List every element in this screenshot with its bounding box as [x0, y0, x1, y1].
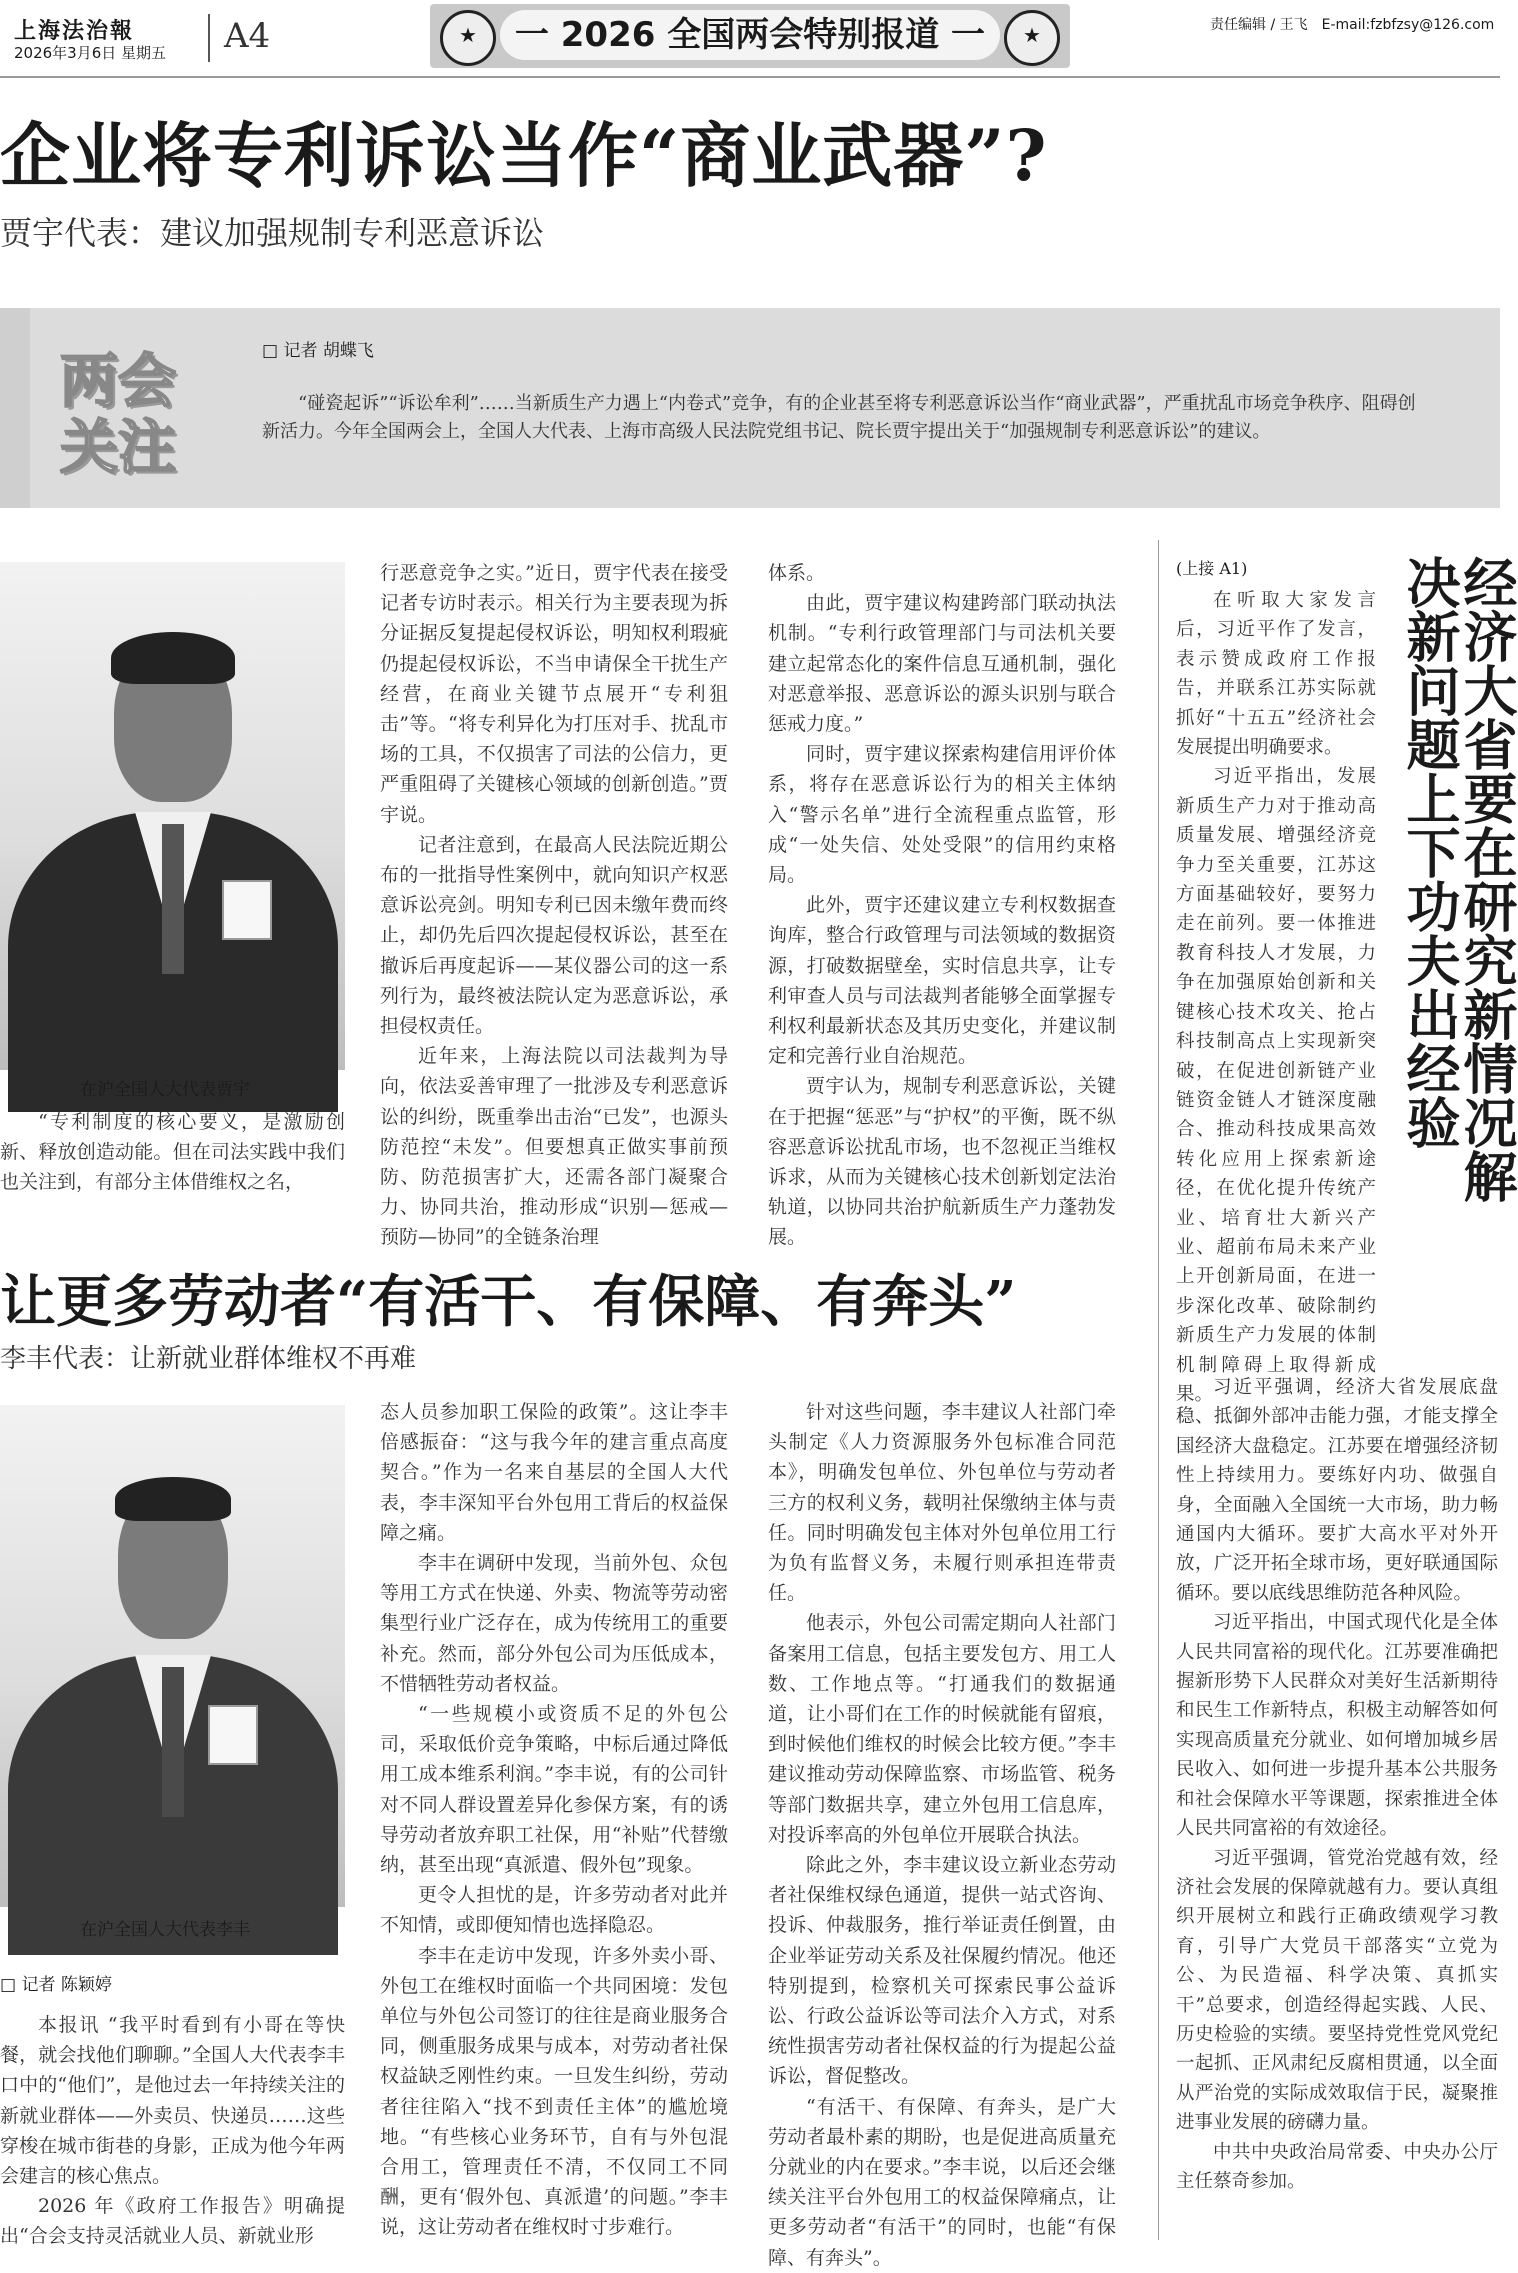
- portrait-photo-jia-yu: [0, 562, 345, 1070]
- story2-headline: 让更多劳动者“有活干、有保障、有奔头”: [0, 1269, 1017, 1335]
- story2-column-3: 针对这些问题，李丰建议人社部门牵头制定《人力资源服务外包标准合同范本》，明确发包单位、外包单位与劳动者三方的权利义务，载明社保缴纳主体与责任。同时明确发包主体对外包单位用工行为负有监督义务，未履行则承担连带责任。 他表示，外包公司需定期向人社部门备案用工信息，包括主要发包方、用工人数、工作地点等。“打通我们的数据通道，让小哥们在工作的时候就能有留痕，到时候他们维权的时候会比较方便。”李丰建议推动劳动保障监察、市场监管、税务等部门数据共享，建立外包用工信息库，对投诉率高的外包单位开展联合执法。 除此之外，李丰建议设立新业态劳动者社保维权绿色通道，提供一站式咨询、投诉、仲裁服务，推行举证责任倒置，由企业举证劳动关系及社保履约情况。他还特别提到，检察机关可探索民事公益诉讼、行政公益诉讼等司法介入方式，对系统性损害劳动者社保权益的行为提起公益诉讼，督促整改。 “有活干、有保障、有奔头，是广大劳动者最朴素的期盼，也是促进高质量充分就业的内在要求。”李丰说，以后还会继续关注平台外包用工的权益保障痛点，让更多劳动者“有活干”的同时，也能“有保障、有奔头”。: [768, 1401, 1116, 2269]
- national-emblem-icon: [1004, 10, 1060, 66]
- story1-headline: 企业将专利诉讼当作“商业武器”?: [0, 114, 1048, 197]
- continued-from: (上接 A1): [1176, 559, 1248, 578]
- special-report-banner: [430, 4, 1070, 68]
- focus-bar: [0, 308, 30, 508]
- portrait-photo-li-feng: [0, 1405, 345, 1907]
- issue-date: 2026年3月6日 星期五: [14, 44, 167, 62]
- story1-reporter: □ 记者 胡蝶飞: [262, 341, 374, 361]
- story2-subhead: 李丰代表：让新就业群体维权不再难: [0, 1344, 417, 1374]
- column-divider: [1158, 540, 1159, 2240]
- banner-title: 一 2026 全国两会特别报道 一: [500, 10, 1000, 60]
- page-number: A4: [208, 14, 270, 62]
- story1-lead: “碰瓷起诉”“诉讼牟利”……当新质生产力遇上“内卷式”竞争，有的企业甚至将专利恶意诉讼当作“商业武器”，严重扰乱市场竞争秩序、阻碍创新活力。今年全国两会上，全国人大代表、上海市高级人民法院党组书记、院长贾宇提出关于“加强规制专利恶意诉讼”的建议。: [262, 393, 1416, 442]
- photo-caption: 在沪全国人大代表贾宇: [80, 1080, 250, 1100]
- story1-column-1: “专利制度的核心要义，是激励创新、释放创造动能。但在司法实践中我们也关注到，有部分主体借维权之名，: [0, 1111, 345, 1194]
- story2-column-2: 态人员参加职工保险的政策”。这让李丰倍感振奋：“这与我今年的建言重点高度契合。”作为一名来自基层的全国人大代表，李丰深知平台外包用工背后的权益保障之痛。 李丰在调研中发现，当前外包、众包等用工方式在快递、外卖、物流等劳动密集型行业广泛存在，成为传统用工的重要补充。然而，部分外包公司为压低成本，不惜牺牲劳动者权益。 “一些规模小或资质不足的外包公司，采取低价竞争策略，中标后通过降低用工成本维系利润。”李丰说，有的公司针对不同人群设置差异化参保方案，有的诱导劳动者放弃职工社保，用“补贴”代替缴纳，甚至出现“真派遣、假外包”现象。 更令人担忧的是，许多劳动者对此并不知情，或即便知情也选择隐忍。 李丰在走访中发现，许多外卖小哥、外包工在维权时面临一个共同困境：发包单位与外包公司签订的往往是商业服务合同，侧重服务成果与成本，对劳动者社保权益缺乏刚性约束。一旦发生纠纷，劳动者往往陷入“找不到责任主体”的尴尬境地。“有些核心业务环节，自有与外包混合用工，管理责任不清，不仅同工不同酬，更有‘假外包、真派遣’的问题。”李丰说，这让劳动者在维权时寸步难行。: [380, 1401, 728, 2239]
- side-headline: 经济大省要在研究新情况解决新问题上下功夫出经验: [1398, 555, 1518, 1203]
- side-column-top: 在听取大家发言后，习近平作了发言，表示赞成政府工作报告，并联系江苏实际就抓好“十五五”经济社会发展提出明确要求。 习近平指出，发展新质生产力对于推动高质量发展、增强经济竞争力至关重要，江苏这方面基础较好，要努力走在前列。要一体推进教育科技人才发展，力争在加强原始创新和关键核心技术攻关、抢占科技制高点上实现新突破，在促进创新链产业链资金链人才链深度融合、推动科技成果高效转化应用上探索新途径，在优化提升传统产业、培育壮大新兴产业、超前布局未来产业上开创新局面，在进一步深化改革、破除制约新质生产力发展的体制机制障碍上取得新成果。: [1176, 590, 1376, 1405]
- story2-reporter: □ 记者 陈颖婷: [0, 1975, 112, 1995]
- story1-column-2: 行恶意竞争之实。”近日，贾宇代表在接受记者专访时表示。相关行为主要表现为拆分证据反复提起侵权诉讼，明知权利瑕疵仍提起侵权诉讼，不当申请保全干扰生产经营，在商业关键节点展开“专利狙击”等。“将专利异化为打压对手、扰乱市场的工具，不仅损害了司法的公信力，更严重阻碍了关键核心领域的创新创造。”贾宇说。 记者注意到，在最高人民法院近期公布的一批指导性案例中，就向知识产权恶意诉讼亮剑。明知专利已因未缴年费而终止，却仍先后四次提起侵权诉讼，甚至在撤诉后再度起诉——某仪器公司的这一系列行为，最终被法院认定为恶意诉讼，承担侵权责任。 近年来，上海法院以司法裁判为导向，依法妥善审理了一批涉及专利恶意诉讼的纠纷，既重拳出击治“已发”，也源头防范控“未发”。但要想真正做实事前预防、防范损害扩大，还需各部门凝聚合力、协同共治，推动形成“识别—惩戒—预防—协同”的全链条治理: [380, 562, 728, 1249]
- section-logo: 两会关注: [60, 347, 177, 481]
- story2-column-1: 本报讯 “我平时看到有小哥在等快餐，就会找他们聊聊。”全国人大代表李丰口中的“他们”，是他过去一年持续关注的新就业群体——外卖员、快递员……这些穿梭在城市街巷的身影，正成为他今年两会建言的核心焦点。 2026 年《政府工作报告》明确提出“合会支持灵活就业人员、新就业形: [0, 2014, 345, 2248]
- header-divider: [0, 76, 1500, 78]
- national-emblem-icon: [440, 10, 496, 66]
- photo-caption: 在沪全国人大代表李丰: [80, 1920, 250, 1940]
- editor-credit: 责任编辑 / 王飞 E-mail:fzbfzsy@126.com: [1210, 17, 1495, 33]
- story1-column-3: 体系。 由此，贾宇建议构建跨部门联动执法机制。“专利行政管理部门与司法机关要建立起常态化的案件信息互通机制，强化对恶意举报、恶意诉讼的源头识别与联合惩戒力度。” 同时，贾宇建议探索构建信用评价体系，将存在恶意诉讼行为的相关主体纳入“警示名单”进行全流程重点监管，形成“一处失信、处处受限”的信用约束格局。 此外，贾宇还建议建立专利权数据查询库，整合行政管理与司法领域的数据资源，打破数据壁垒，实时信息共享，让专利审查人员与司法裁判者能够全面掌握专利权利最新状态及其历史变化，并建议制定和完善行业自治规范。 贾宇认为，规制专利恶意诉讼，关键在于把握“惩恶”与“护权”的平衡，既不纵容恶意诉讼扰乱市场，也不忽视正当维权诉求，从而为关键核心技术创新划定法治轨道，以协同共治护航新质生产力蓬勃发展。: [768, 562, 1116, 1249]
- side-column-bottom: 习近平强调，经济大省发展底盘稳、抵御外部冲击能力强，才能支撑全国经济大盘稳定。江苏要在增强经济韧性上持续用力。要练好内功、做强自身，全面融入全国统一大市场，助力畅通国内大循环。要扩大高水平对外开放，广泛开拓全球市场，更好联通国际循环。要以底线思维防范各种风险。 习近平指出，中国式现代化是全体人民共同富裕的现代化。江苏要准确把握新形势下人民群众对美好生活新期待和民生工作新特点，积极主动解答如何实现高质量充分就业、如何增加城乡居民收入、如何进一步提升基本公共服务和社会保障水平等课题，探索推进全体人民共同富裕的有效途径。 习近平强调，管党治党越有效，经济社会发展的保障就越有力。要认真组织开展树立和践行正确政绩观学习教育，引导广大党员干部落实“立党为公、为民造福、科学决策、真抓实干”总要求，创造经得起实践、人民、历史检验的实绩。要坚持党性党风党纪一起抓、正风肃纪反腐相贯通，以全面从严治党的实际成效取信于民，凝聚推进事业发展的磅礴力量。 中共中央政治局常委、中央办公厅主任蔡奇参加。: [1176, 1377, 1498, 2192]
- story1-subhead: 贾宇代表：建议加强规制专利恶意诉讼: [0, 214, 545, 252]
- newspaper-logo: 上海法治報: [14, 18, 135, 44]
- focus-box: [0, 308, 1500, 508]
